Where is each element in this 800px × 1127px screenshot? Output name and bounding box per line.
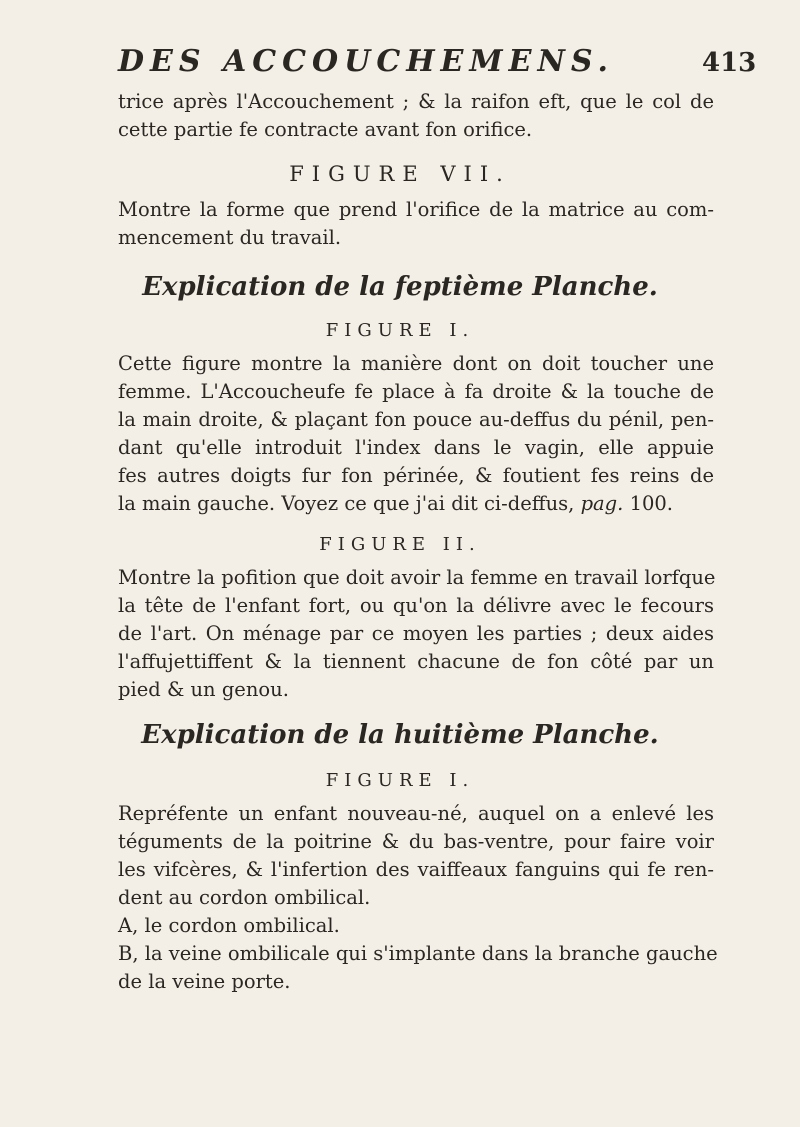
legend-item: de la veine porte. (118, 970, 291, 993)
text-line: l'affujettiffent & la tiennent chacune de fon côté par un (118, 650, 714, 673)
page-reference: pag. (580, 492, 624, 515)
figure-heading: FIGURE I. (325, 320, 475, 341)
text-segment: 100. (629, 492, 673, 515)
text-line: trice après l'Accouchement ; & la raifon eft, que le col de (118, 90, 714, 113)
page-number: 413 (702, 48, 757, 78)
text-segment: la main gauche. Voyez ce que j'ai dit ci-deffus, (118, 492, 575, 515)
text-line: pied & un genou. (118, 678, 289, 701)
figure-heading: FIGURE I. (325, 770, 475, 791)
text-line: Cette figure montre la manière dont on doit toucher une (118, 352, 714, 375)
figure-heading: FIGURE II. (319, 534, 481, 555)
running-head: DES ACCOUCHEMENS. (118, 44, 614, 79)
text-line: mencement du travail. (118, 226, 342, 249)
text-line: fes autres doigts fur fon périnée, & foutient fes reins de (118, 464, 714, 487)
text-line: Repréfente un enfant nouveau-né, auquel on a enlevé les (118, 802, 714, 825)
text-line: dent au cordon ombilical. (118, 886, 371, 909)
text-line: de l'art. On ménage par ce moyen les parties ; deux aides (118, 622, 714, 645)
plate-title: Explication de la feptième Planche. (142, 272, 658, 302)
text-line: les vifcères, & l'infertion des vaiffeaux fanguins qui fe ren- (118, 858, 714, 881)
text-line: la tête de l'enfant fort, ou qu'on la délivre avec le fecours (118, 594, 714, 617)
text-line: la main droite, & plaçant fon pouce au-deffus du pénil, pen- (118, 408, 714, 431)
text-line: téguments de la poitrine & du bas-ventre, pour faire voir (118, 830, 714, 853)
plate-title: Explication de la huitième Planche. (141, 720, 659, 750)
legend-item: B, la veine ombilicale qui s'implante dans la branche gauche (118, 942, 718, 965)
text-line (118, 492, 714, 516)
text-line: cette partie fe contracte avant fon orifice. (118, 118, 533, 141)
text-line: dant qu'elle introduit l'index dans le vagin, elle appuie (118, 436, 714, 459)
text-line: Montre la forme que prend l'orifice de la matrice au com- (118, 198, 714, 221)
figure-heading: FIGURE VII. (289, 162, 511, 186)
legend-item: A, le cordon ombilical. (118, 914, 340, 937)
text-line: femme. L'Accoucheufe fe place à fa droite & la touche de (118, 380, 714, 403)
text-line: Montre la pofition que doit avoir la femme en travail lorfque (118, 566, 716, 589)
